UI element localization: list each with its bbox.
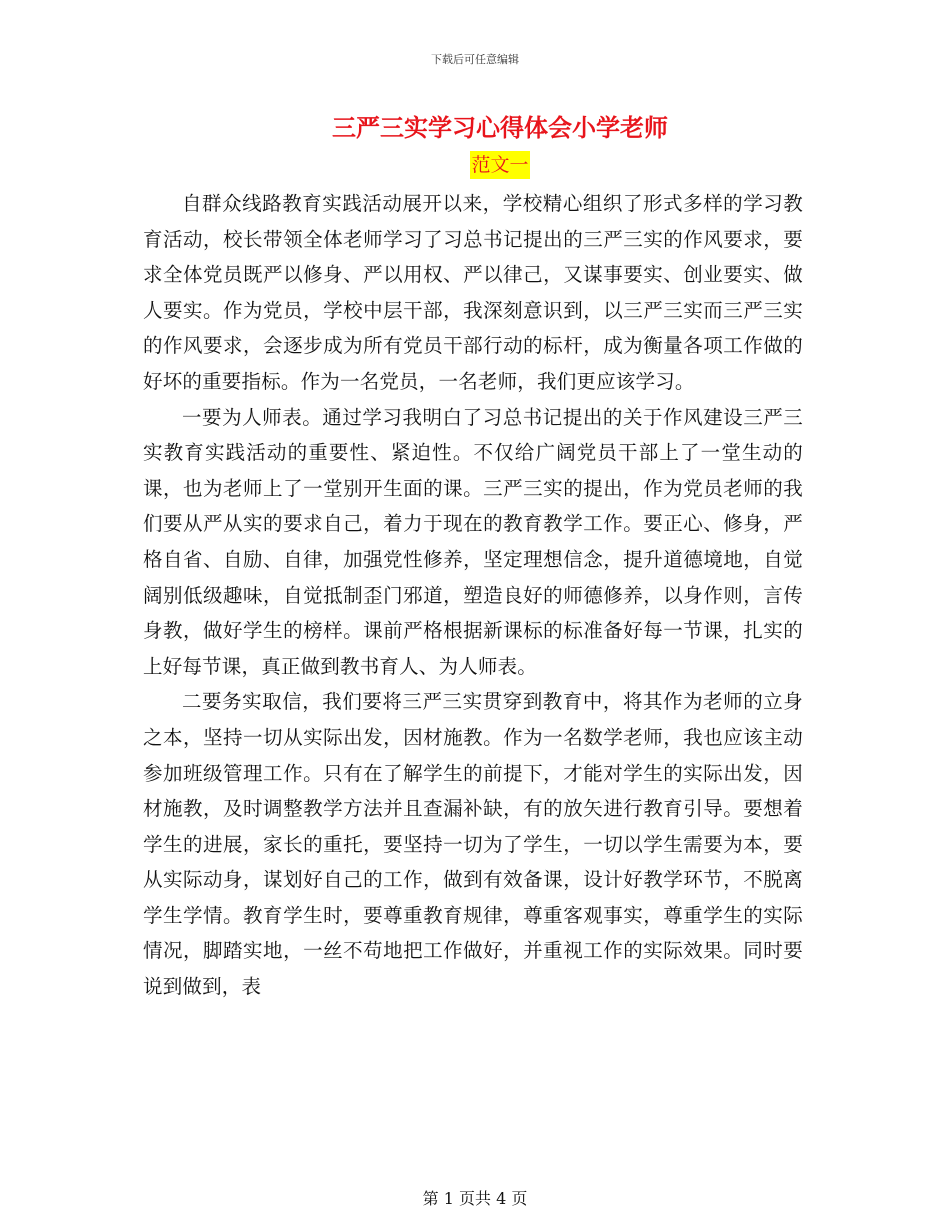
paragraph-point-two: 二要务实取信，我们要将三严三实贯穿到教育中，将其作为老师的立身之本，坚持一切从实际出发，因材施教。作为一名数学老师，我也应该主动参加班级管理工作。只有在了解学生的前提下，才能对学生的实际出发，因材施教，及时调整教学方法并且查漏补缺，有的放矢进行教育引导。要想着学生的进展，家长的重托，要坚持一切为了学生，一切以学生需要为本，要从实际动身，谋划好自己的工作，做到有效备课，设计好教学环节，不脱离学生学情。教育学生时，要尊重教育规律，尊重客观事实，尊重学生的实际情况，脚踏实地，一丝不苟地把工作做好，并重视工作的实际效果。同时要说到做到，表 bbox=[143, 690, 803, 999]
subtitle-container bbox=[0, 151, 950, 179]
document-body bbox=[143, 186, 803, 1005]
page-number-footer: 第 1 页共 4 页 bbox=[422, 1189, 528, 1208]
document-subtitle: 范文一 bbox=[470, 151, 529, 179]
paragraph-intro: 自群众线路教育实践活动展开以来，学校精心组织了形式多样的学习教育活动，校长带领全体老师学习了习总书记提出的三严三实的作风要求，要求全体党员既严以修身、严以用权、严以律己，又谋事要实、创业要实、做人要实。作为党员，学校中层干部，我深刻意识到，以三严三实而三严三实的作风要求，会逐步成为所有党员干部行动的标杆，成为衡量各项工作做的好坏的重要指标。作为一名党员，一名老师，我们更应该学习。 bbox=[143, 192, 803, 393]
document-title: 三严三实学习心得体会小学老师 bbox=[332, 113, 668, 142]
paragraph-point-one: 一要为人师表。通过学习我明白了习总书记提出的关于作风建设三严三实教育实践活动的重要性、紧迫性。不仅给广阔党员干部上了一堂生动的课，也为老师上了一堂别开生面的课。三严三实的提出，作为党员老师的我们要从严从实的要求自己，着力于现在的教育教学工作。要正心、修身，严格自省、自励、自律，加强党性修养，坚定理想信念，提升道德境地，自觉阔别低级趣味，自觉抵制歪门邪道，塑造良好的师德修养，以身作则，言传身教，做好学生的榜样。课前严格根据新课标的标准备好每一节课，扎实的上好每节课，真正做到教书育人、为人师表。 bbox=[143, 405, 803, 678]
page-header-note: 下载后可任意编辑 bbox=[431, 53, 519, 66]
